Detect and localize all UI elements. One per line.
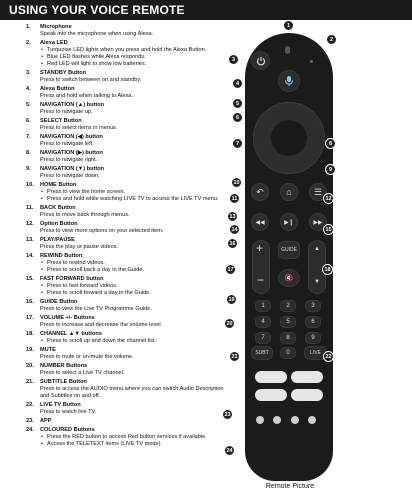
page-title: USING YOUR VOICE REMOTE [9, 3, 185, 17]
item-bullet: • Press and hold while watching LIVE TV to access the LIVE TV menu. [40, 196, 230, 203]
mute-button[interactable]: 🔇 [278, 269, 300, 287]
volume-down-label: − [257, 273, 265, 287]
remote-image [245, 33, 333, 481]
channel-up-icon: ▲ [314, 246, 320, 252]
item-number: 6. [26, 118, 31, 124]
item-bullet: • Press to rewind videos. [40, 260, 230, 267]
item-title: NUMBER Buttons [40, 363, 88, 369]
callout-marker: 19 [226, 294, 237, 305]
callout-marker: 16 [227, 238, 238, 249]
item-number: 18. [26, 331, 34, 337]
item-number: 17. [26, 315, 34, 321]
coloured-button[interactable] [256, 416, 264, 424]
item-title: Alexa LED [40, 40, 68, 46]
item-title: PLAY/PAUSE [40, 237, 75, 243]
number-button-5[interactable]: 5 [280, 316, 296, 328]
item-number: 11. [26, 205, 34, 211]
list-item [26, 102, 230, 116]
item-bullet: • Press to scroll back a day in the Guide. [40, 267, 230, 274]
list-item [26, 379, 230, 400]
item-title: STANDBY Button [40, 70, 87, 76]
subtitle-button[interactable]: SUBT [251, 346, 273, 360]
item-number: 21. [26, 379, 34, 385]
item-description: Press to select items in menus. [40, 125, 118, 131]
callout-marker: 1 [283, 20, 294, 31]
number-button-4[interactable]: 4 [255, 316, 271, 328]
item-bullet: • Press to view the home screen. [40, 189, 230, 196]
callout-marker: 17 [225, 264, 236, 275]
item-title: Alexa Button [40, 86, 75, 92]
list-item [26, 347, 230, 361]
item-title: Microphone [40, 24, 72, 30]
item-description: Press to mute or un-mute the volume. [40, 354, 134, 360]
number-button-1[interactable]: 1 [255, 300, 271, 312]
callout-marker: 15 [323, 224, 334, 235]
item-description: Press to watch live TV. [40, 409, 97, 415]
play-pause-button[interactable]: ▶❙ [280, 213, 298, 231]
item-title: VOLUME +/- Buttons [40, 315, 95, 321]
item-number: 2. [26, 40, 31, 46]
item-number: 20. [26, 363, 34, 369]
callout-marker: 8 [325, 138, 336, 149]
callout-marker: 2 [326, 34, 337, 45]
option-button[interactable]: ☰ [309, 183, 327, 201]
microphone-icon [285, 46, 290, 54]
item-number: 1. [26, 24, 31, 30]
item-description: Press to view more options on your selected item. [40, 228, 164, 234]
app-button[interactable] [255, 389, 287, 401]
item-title: REWIND Button [40, 253, 83, 259]
fast-forward-button[interactable]: ▶▶ [309, 213, 327, 231]
item-number: 23. [26, 418, 34, 424]
channel-down-icon: ▼ [314, 279, 320, 285]
number-button-3[interactable]: 3 [305, 300, 321, 312]
select-button[interactable] [271, 120, 307, 156]
callout-marker: 12 [323, 193, 334, 204]
number-button-2[interactable]: 2 [280, 300, 296, 312]
item-number: 9. [26, 166, 31, 172]
item-number: 4. [26, 86, 31, 92]
callout-marker: 22 [323, 351, 334, 362]
item-number: 24. [26, 427, 34, 433]
number-button-6[interactable]: 6 [305, 316, 321, 328]
alexa-led [310, 60, 313, 63]
number-button-9[interactable]: 9 [305, 332, 321, 344]
item-number: 13. [26, 237, 34, 243]
item-description: Press to navigate down. [40, 173, 100, 179]
item-number: 15. [26, 276, 34, 282]
callout-marker: 13 [227, 211, 238, 222]
app-button[interactable] [291, 371, 323, 383]
page-header [0, 0, 412, 20]
item-number: 3. [26, 70, 31, 76]
item-title: GUIDE Button [40, 299, 78, 305]
list-item [26, 40, 230, 68]
list-item [26, 253, 230, 274]
item-number: 19. [26, 347, 34, 353]
item-bullet: • Blue LED flashes while Alexa responds. [40, 54, 230, 61]
item-title: NAVIGATION (◀) button [40, 134, 103, 140]
item-bullet: • Turquoise LED lights when you press and hold the Alexa Button. [40, 47, 230, 54]
item-description: Press to access the AUDIO menu where you can switch Audio Description and Subtitles on and off. [40, 386, 224, 399]
list-item [26, 276, 230, 297]
live-tv-button[interactable]: LIVE [304, 346, 327, 360]
item-number: 22. [26, 402, 34, 408]
alexa-button[interactable] [278, 70, 300, 92]
item-description: Press to navigate up. [40, 109, 93, 115]
callout-marker: 18 [322, 264, 333, 275]
list-item [26, 237, 230, 251]
item-title: LIVE TV Button [40, 402, 81, 408]
list-item [26, 70, 230, 84]
list-item [26, 182, 230, 203]
list-item [26, 363, 230, 377]
item-bullet: • Access the TELETEXT items (LIVE TV mode). [40, 441, 230, 448]
item-number: 12. [26, 221, 34, 227]
home-button[interactable]: ⌂ [280, 183, 298, 201]
list-item [26, 402, 230, 416]
coloured-button[interactable] [308, 416, 316, 424]
app-button[interactable] [255, 371, 287, 383]
item-title: MUTE [40, 347, 56, 353]
item-number: 14. [26, 253, 34, 259]
callout-marker: 7 [232, 138, 243, 149]
number-button-0[interactable]: 0 [280, 347, 296, 359]
list-item [26, 418, 230, 425]
item-title: CHANNEL ▲▼ buttons [40, 331, 102, 337]
item-description: Press to switch between on and standby. [40, 77, 142, 83]
item-title: SUBTITLE Button [40, 379, 87, 385]
callout-marker: 20 [224, 318, 235, 329]
standby-button[interactable] [251, 51, 270, 70]
volume-up-label: + [256, 241, 264, 255]
item-title: NAVIGATION (▼) button [40, 166, 105, 172]
list-item [26, 205, 230, 219]
back-button[interactable]: ↶ [251, 183, 269, 201]
item-bullet: • Red LED will light to show low batteries. [40, 61, 230, 68]
item-title: NAVIGATION (▲) button [40, 102, 105, 108]
callout-marker: 11 [229, 193, 240, 204]
item-number: 8. [26, 150, 31, 156]
list-item [26, 166, 230, 180]
app-button[interactable] [291, 389, 323, 401]
callout-marker: 4 [232, 78, 243, 89]
guide-button[interactable]: GUIDE [278, 241, 300, 259]
item-number: 10. [26, 182, 34, 188]
list-item [26, 118, 230, 132]
item-bullet: • Press to scroll up and down the channel list. [40, 338, 230, 345]
list-item [26, 150, 230, 164]
item-title: BACK Button [40, 205, 76, 211]
callout-marker: 6 [232, 112, 243, 123]
list-item [26, 331, 230, 345]
list-item [26, 315, 230, 329]
item-description: Press to increase and decrease the volume level. [40, 322, 163, 328]
item-description: Press to navigate right. [40, 157, 98, 163]
number-button-8[interactable]: 8 [280, 332, 296, 344]
item-title: COLOURED Buttons [40, 427, 95, 433]
coloured-button[interactable] [273, 416, 281, 424]
item-number: 7. [26, 134, 31, 140]
callout-marker: 23 [222, 409, 233, 420]
item-title: Option Button [40, 221, 78, 227]
item-bullet: • Press to scroll forward a day in the Guide. [40, 290, 230, 297]
list-item [26, 221, 230, 235]
item-bullet: • Press to fast forward videos. [40, 283, 230, 290]
callout-marker: 24 [224, 445, 235, 456]
item-title: FAST FORWARD button [40, 276, 104, 282]
item-title: HOME Button [40, 182, 77, 188]
item-description: Press to select a Live TV channel. [40, 370, 125, 376]
item-bullet: • Press the RED button to access Red button services if available. [40, 434, 230, 441]
item-description: Speak into the microphone when using Alexa. [40, 31, 154, 37]
list-item [26, 427, 230, 448]
microphone-icon [284, 75, 294, 87]
item-description: Press and hold when talking to Alexa. [40, 93, 133, 99]
item-description: Press to view the Live TV Programme Guide. [40, 306, 152, 312]
remote-caption: Remote Picture [265, 483, 315, 490]
list-item [26, 134, 230, 148]
item-description: Press to navigate left. [40, 141, 94, 147]
item-description: Press to move back through menus. [40, 212, 130, 218]
item-title: NAVIGATION (▶) button [40, 150, 103, 156]
callout-marker: 14 [229, 224, 240, 235]
item-title: APP [40, 418, 52, 424]
number-button-7[interactable]: 7 [255, 332, 271, 344]
rewind-button[interactable]: ◀◀ [251, 213, 269, 231]
item-description: Press the play or pause videos. [40, 244, 119, 250]
item-number: 5. [26, 102, 31, 108]
feature-list [26, 24, 230, 450]
callout-marker: 3 [228, 54, 239, 65]
list-item [26, 299, 230, 313]
item-title: SELECT Button [40, 118, 82, 124]
list-item [26, 24, 230, 38]
coloured-button[interactable] [291, 416, 299, 424]
item-number: 16. [26, 299, 34, 305]
list-item [26, 86, 230, 100]
callout-marker: 10 [231, 177, 242, 188]
callout-marker: 9 [325, 164, 336, 175]
power-icon [256, 56, 266, 66]
callout-marker: 21 [229, 351, 240, 362]
callout-marker: 5 [232, 98, 243, 109]
